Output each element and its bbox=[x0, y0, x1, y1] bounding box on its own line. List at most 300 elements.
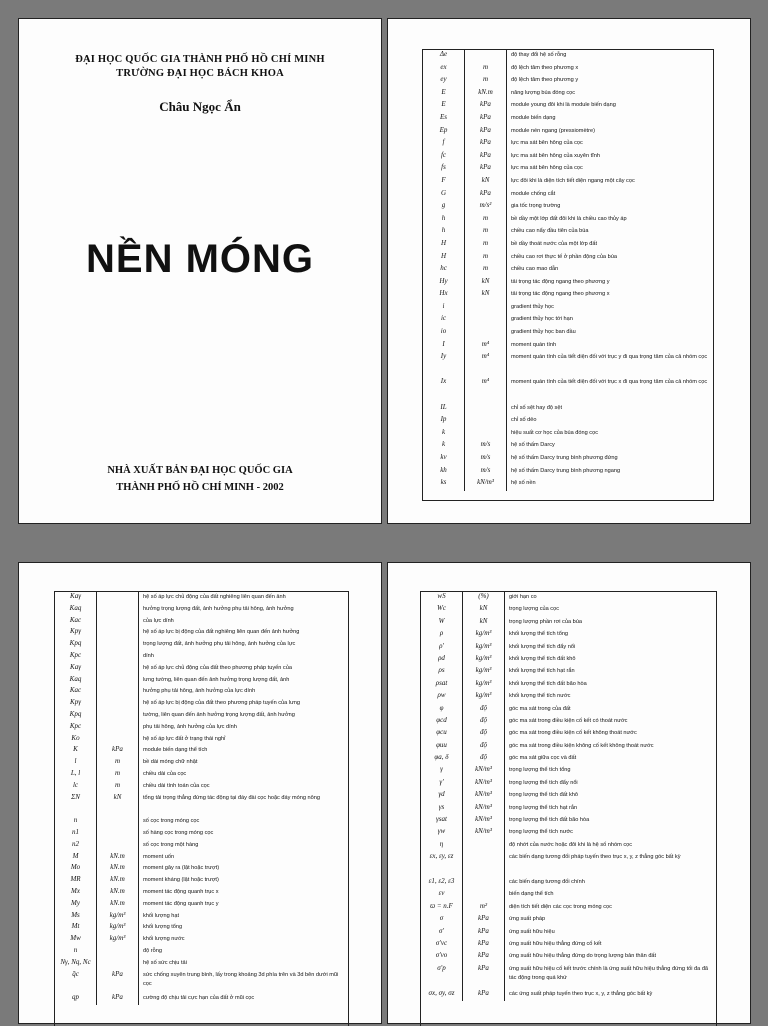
symbol-cell: k bbox=[423, 440, 465, 453]
unit-cell: kN.m bbox=[97, 852, 139, 864]
table-row bbox=[55, 745, 348, 757]
table-row bbox=[423, 239, 713, 252]
unit-cell: kPa bbox=[465, 100, 507, 113]
description-cell: khối lượng thể tích nước bbox=[509, 693, 571, 700]
description-cell: moment gây ra (lật hoặc trượt) bbox=[143, 865, 220, 872]
symbols-page-3 bbox=[18, 562, 382, 1024]
symbol-cell: n1 bbox=[55, 828, 97, 840]
unit-cell: m bbox=[97, 781, 139, 793]
table-row bbox=[421, 840, 716, 852]
unit-cell: kN/m³ bbox=[463, 790, 505, 802]
description-cell: chiều cao rơi thực tế ở phần động của búa bbox=[511, 253, 617, 260]
symbol-cell: Kaq bbox=[55, 604, 97, 616]
table-row bbox=[55, 911, 348, 923]
symbol-cell: Mx bbox=[55, 887, 97, 899]
symbols-table bbox=[422, 49, 714, 501]
table-row bbox=[55, 899, 348, 911]
unit-cell: kPa bbox=[463, 914, 505, 926]
unit-cell bbox=[97, 698, 139, 710]
cover-author: Châu Ngọc Ẩn bbox=[159, 99, 241, 114]
symbol-cell: Kaγ bbox=[55, 592, 97, 604]
table-row bbox=[423, 252, 713, 265]
table-row bbox=[423, 126, 713, 139]
table-row bbox=[421, 654, 716, 666]
description-cell: hệ số thấm Darcy bbox=[511, 442, 555, 449]
symbol-cell: ρs bbox=[421, 666, 463, 678]
description-cell: moment kháng (lật hoặc trượt) bbox=[143, 877, 219, 884]
symbol-cell: H bbox=[423, 252, 465, 265]
table-row bbox=[423, 63, 713, 76]
unit-cell: kN/m³ bbox=[463, 803, 505, 815]
unit-cell: m bbox=[465, 75, 507, 88]
description-cell: gradient thủy học bbox=[511, 303, 554, 310]
symbol-cell: ρsat bbox=[421, 679, 463, 691]
symbol-cell: η bbox=[421, 840, 463, 852]
description-cell: độ rỗng bbox=[143, 947, 162, 954]
unit-cell: m/s bbox=[465, 453, 507, 466]
symbol-cell: Kpc bbox=[55, 722, 97, 734]
description-cell: ứng suất hữu hiệu bbox=[509, 928, 555, 935]
symbol-cell: wS bbox=[421, 592, 463, 604]
unit-cell: kg/m³ bbox=[463, 679, 505, 691]
symbol-cell: ic bbox=[423, 314, 465, 327]
description-cell: trọng lượng thể tích đất bão hòa bbox=[509, 817, 590, 824]
unit-cell bbox=[97, 675, 139, 687]
description-cell: moment uốn bbox=[143, 853, 175, 860]
symbol-cell: ΣN bbox=[55, 793, 97, 817]
table-row bbox=[423, 340, 713, 353]
table-row bbox=[421, 716, 716, 728]
table-row bbox=[421, 778, 716, 790]
table-row bbox=[55, 828, 348, 840]
symbol-cell: fc bbox=[423, 151, 465, 164]
symbol-cell: L, l bbox=[55, 769, 97, 781]
unit-cell bbox=[97, 958, 139, 970]
table-row bbox=[421, 877, 716, 889]
table-row bbox=[423, 100, 713, 113]
table-row bbox=[421, 914, 716, 926]
table-row bbox=[421, 815, 716, 827]
description-cell: độ lệch tâm theo phương y bbox=[511, 77, 579, 84]
table-row bbox=[55, 627, 348, 639]
description-cell: hệ số áp lực đất ở trạng thái nghỉ bbox=[143, 735, 226, 742]
symbol-cell: Kpq bbox=[55, 710, 97, 722]
description-cell: ứng suất hữu hiệu cố kết trước chính là ứng suất hữu hiệu thẳng đứng tối đa đã tác động trong quá khứ bbox=[509, 965, 709, 982]
unit-cell bbox=[97, 816, 139, 828]
description-cell: hệ số sức chịu tải bbox=[143, 959, 187, 966]
unit-cell: kN/m³ bbox=[465, 478, 507, 491]
description-cell: lực ma sát bên hông của cọc bbox=[511, 165, 583, 172]
table-row bbox=[55, 604, 348, 616]
symbol-cell: εv bbox=[421, 889, 463, 901]
description-cell: hưởng trọng lượng đất, ảnh hưởng phụ tải hông, ảnh hưởng bbox=[143, 605, 294, 612]
symbol-cell: I bbox=[423, 340, 465, 353]
unit-cell: m bbox=[465, 264, 507, 277]
unit-cell: kN/m³ bbox=[463, 827, 505, 839]
description-cell: góc ma sát trong của đất bbox=[509, 705, 571, 712]
symbol-cell: ϖ = n.F bbox=[421, 902, 463, 914]
symbol-cell: f bbox=[423, 138, 465, 151]
description-cell: lực ma sát bên hông của xuyên tĩnh bbox=[511, 152, 600, 159]
description-cell: hệ số thấm Darcy trung bình phương ngang bbox=[511, 467, 621, 474]
table-row bbox=[421, 927, 716, 939]
unit-cell bbox=[465, 327, 507, 340]
symbols-table bbox=[420, 591, 717, 1026]
unit-cell bbox=[463, 840, 505, 852]
table-row bbox=[55, 722, 348, 734]
table-row bbox=[423, 151, 713, 164]
unit-cell: kPa bbox=[97, 745, 139, 757]
table-row bbox=[421, 964, 716, 989]
table-row bbox=[55, 675, 348, 687]
table-row bbox=[423, 415, 713, 428]
unit-cell bbox=[97, 592, 139, 604]
unit-cell bbox=[465, 403, 507, 416]
table-row bbox=[423, 277, 713, 290]
table-row bbox=[421, 951, 716, 963]
symbol-cell: My bbox=[55, 899, 97, 911]
table-row bbox=[423, 302, 713, 315]
unit-cell: độ bbox=[463, 716, 505, 728]
unit-cell: kg/m³ bbox=[463, 654, 505, 666]
table-row bbox=[423, 113, 713, 126]
unit-cell: kPa bbox=[97, 993, 139, 1005]
symbol-cell: φuu bbox=[421, 741, 463, 753]
symbol-cell: Mt bbox=[55, 922, 97, 934]
table-row bbox=[423, 88, 713, 101]
unit-cell bbox=[97, 840, 139, 852]
table-row bbox=[423, 176, 713, 189]
description-cell: tường, liên quan đến ảnh hưởng trọng lượng đất, ảnh hưởng bbox=[143, 711, 295, 718]
unit-cell bbox=[465, 314, 507, 327]
unit-cell: (%) bbox=[463, 592, 505, 604]
description-cell: moment quán tính bbox=[511, 341, 557, 348]
symbol-cell: Kpq bbox=[55, 639, 97, 651]
table-row bbox=[421, 704, 716, 716]
unit-cell: kN bbox=[463, 604, 505, 616]
unit-cell: m bbox=[97, 757, 139, 769]
description-cell: tổng tải trọng thẳng đứng tác động tại đáy đài cọc hoặc đáy móng nông bbox=[143, 794, 320, 801]
unit-cell: độ bbox=[463, 753, 505, 765]
table-row bbox=[423, 352, 713, 377]
symbol-cell: Es bbox=[423, 113, 465, 126]
symbol-cell: σ'vo bbox=[421, 951, 463, 963]
unit-cell: kPa bbox=[465, 113, 507, 126]
table-row bbox=[55, 639, 348, 651]
table-row bbox=[421, 852, 716, 877]
description-cell: độ lệch tâm theo phương x bbox=[511, 64, 579, 71]
symbol-cell: Mw bbox=[55, 934, 97, 946]
unit-cell: kN/m³ bbox=[463, 778, 505, 790]
unit-cell: kN bbox=[465, 277, 507, 290]
table-row bbox=[55, 934, 348, 946]
description-cell: module nén ngang (pressiomètre) bbox=[511, 127, 595, 134]
symbol-cell: Δe bbox=[423, 50, 465, 63]
unit-cell: kN bbox=[465, 289, 507, 302]
symbol-cell: γw bbox=[421, 827, 463, 839]
table-row bbox=[421, 790, 716, 802]
table-row bbox=[423, 327, 713, 340]
symbols-page-4 bbox=[387, 562, 751, 1024]
description-cell: chiều cao nẩy đầu tiên của búa bbox=[511, 228, 589, 235]
table-row bbox=[421, 592, 716, 604]
symbol-cell: γd bbox=[421, 790, 463, 802]
description-cell: hệ số nền bbox=[511, 480, 536, 487]
description-cell: bề dài móng chữ nhật bbox=[143, 759, 198, 766]
description-cell: trọng lượng thể tích nước bbox=[509, 829, 573, 836]
table-row bbox=[423, 201, 713, 214]
description-cell: trọng lượng thể tích đẩy nổi bbox=[509, 779, 578, 786]
unit-cell: m bbox=[465, 239, 507, 252]
unit-cell bbox=[97, 686, 139, 698]
symbol-cell: ρd bbox=[421, 654, 463, 666]
table-row bbox=[55, 734, 348, 746]
symbol-cell: n bbox=[55, 946, 97, 958]
table-row bbox=[421, 617, 716, 629]
symbol-cell: W bbox=[421, 617, 463, 629]
description-cell: module chống cắt bbox=[511, 190, 556, 197]
description-cell: biến dạng thể tích bbox=[509, 891, 554, 898]
symbol-cell: fs bbox=[423, 163, 465, 176]
table-row bbox=[55, 769, 348, 781]
unit-cell bbox=[97, 663, 139, 675]
table-row bbox=[423, 377, 713, 402]
unit-cell: m⁴ bbox=[465, 352, 507, 377]
description-cell: trọng lượng thể tích hạt rắn bbox=[509, 804, 578, 811]
description-cell: góc ma sát giữa cọc và đất bbox=[509, 755, 577, 762]
unit-cell: kPa bbox=[463, 939, 505, 951]
unit-cell: kPa bbox=[463, 989, 505, 1001]
unit-cell: kN bbox=[463, 617, 505, 629]
unit-cell: kN bbox=[97, 793, 139, 817]
description-cell: ứng suất hữu hiệu thẳng đứng cố kết bbox=[509, 940, 602, 947]
table-row bbox=[55, 793, 348, 817]
symbol-cell: γs bbox=[421, 803, 463, 815]
unit-cell bbox=[97, 604, 139, 616]
table-row bbox=[421, 642, 716, 654]
unit-cell: kN.m bbox=[97, 899, 139, 911]
description-cell: hệ số áp lực bị động của đất theo phương pháp tuyến của lưng bbox=[143, 700, 301, 707]
symbol-cell: ex bbox=[423, 63, 465, 76]
unit-cell: kg/m³ bbox=[97, 934, 139, 946]
unit-cell: kN/m³ bbox=[463, 765, 505, 777]
unit-cell: m bbox=[465, 226, 507, 239]
symbol-cell: Hy bbox=[423, 277, 465, 290]
unit-cell: kN.m bbox=[97, 863, 139, 875]
table-row bbox=[423, 50, 713, 63]
unit-cell: kg/m³ bbox=[463, 666, 505, 678]
symbol-cell: γ' bbox=[421, 778, 463, 790]
description-cell: moment tác động quanh trục y bbox=[143, 900, 219, 907]
symbol-cell: K bbox=[55, 745, 97, 757]
description-cell: của lực dính bbox=[143, 617, 174, 624]
unit-cell: kN.m bbox=[97, 887, 139, 899]
symbol-cell: φ bbox=[421, 704, 463, 716]
symbol-cell: Ep bbox=[423, 126, 465, 139]
description-cell: module young đôi khi là module biến dạng bbox=[511, 102, 616, 109]
symbol-cell: g bbox=[423, 201, 465, 214]
symbol-cell: IL bbox=[423, 403, 465, 416]
unit-cell bbox=[97, 651, 139, 663]
symbol-cell: ey bbox=[423, 75, 465, 88]
description-cell: khối lượng tổng bbox=[143, 924, 183, 931]
symbol-cell: σx, σy, σz bbox=[421, 989, 463, 1001]
unit-cell bbox=[463, 877, 505, 889]
symbol-cell: k bbox=[423, 428, 465, 441]
table-row bbox=[55, 875, 348, 887]
table-row bbox=[421, 666, 716, 678]
symbol-cell: σ' bbox=[421, 927, 463, 939]
unit-cell bbox=[97, 639, 139, 651]
unit-cell: kN.m bbox=[97, 875, 139, 887]
description-cell: độ thay đổi hệ số rỗng bbox=[511, 52, 567, 58]
description-cell: chiều dài của cọc bbox=[143, 770, 187, 777]
description-cell: chỉ số sệt hay độ sệt bbox=[511, 404, 562, 411]
description-cell: diện tích tiết diện các cọc trong móng cọc bbox=[509, 903, 612, 910]
unit-cell bbox=[97, 710, 139, 722]
unit-cell: kPa bbox=[465, 189, 507, 202]
unit-cell: độ bbox=[463, 704, 505, 716]
unit-cell: m bbox=[465, 214, 507, 227]
table-row bbox=[421, 803, 716, 815]
table-row bbox=[55, 686, 348, 698]
symbol-cell: ρ' bbox=[421, 642, 463, 654]
table-row bbox=[423, 264, 713, 277]
description-cell: gradient thủy học tới hạn bbox=[511, 316, 573, 323]
unit-cell: kPa bbox=[463, 927, 505, 939]
symbol-cell: M bbox=[55, 852, 97, 864]
table-row bbox=[423, 314, 713, 327]
description-cell: hệ số thấm Darcy trung bình phương đứng bbox=[511, 455, 618, 461]
symbol-cell: ρ bbox=[421, 629, 463, 641]
symbol-cell: E bbox=[423, 100, 465, 113]
description-cell: lực đôi khi là diện tích tiết diện ngang một cây cọc bbox=[511, 177, 635, 184]
unit-cell bbox=[97, 616, 139, 628]
cover-title: NỀN MÓNG bbox=[86, 237, 314, 281]
unit-cell bbox=[97, 946, 139, 958]
table-row bbox=[55, 958, 348, 970]
unit-cell: m² bbox=[463, 902, 505, 914]
description-cell: năng lượng búa đóng cọc bbox=[511, 89, 576, 96]
unit-cell: kN bbox=[465, 176, 507, 189]
symbol-cell: l bbox=[55, 757, 97, 769]
cover-university: ĐẠI HỌC QUỐC GIA THÀNH PHỐ HỒ CHÍ MINH bbox=[75, 54, 325, 65]
table-row bbox=[421, 939, 716, 951]
description-cell: giới hạn co bbox=[509, 594, 537, 600]
unit-cell: m bbox=[465, 63, 507, 76]
symbol-cell: h bbox=[423, 226, 465, 239]
table-row bbox=[55, 887, 348, 899]
unit-cell bbox=[463, 852, 505, 877]
table-row bbox=[421, 629, 716, 641]
symbol-cell: Wc bbox=[421, 604, 463, 616]
description-cell: module biến dạng thể tích bbox=[143, 747, 208, 754]
description-cell: trọng lượng thể tích tổng bbox=[509, 767, 571, 774]
symbol-cell: Kaq bbox=[55, 675, 97, 687]
description-cell: phụ tải hông, ảnh hưởng của lực dính bbox=[143, 723, 237, 730]
description-cell: các ứng suất pháp tuyến theo trục x, y, z thẳng góc bất kỳ bbox=[509, 990, 653, 997]
symbol-cell: kv bbox=[423, 453, 465, 466]
symbol-cell: Iy bbox=[423, 352, 465, 377]
description-cell: trọng lượng của cọc bbox=[509, 606, 560, 613]
unit-cell bbox=[97, 722, 139, 734]
symbol-cell: σ'p bbox=[421, 964, 463, 989]
description-cell: sức chống xuyên trung bình, lấy trong khoảng 3d phía trên và 3d bên dưới mũi cọc bbox=[143, 971, 339, 987]
table-row bbox=[421, 728, 716, 740]
table-row bbox=[421, 989, 716, 1001]
table-row bbox=[55, 781, 348, 793]
table-row bbox=[55, 816, 348, 828]
symbol-cell: F bbox=[423, 176, 465, 189]
table-row bbox=[421, 741, 716, 753]
symbol-cell: ks bbox=[423, 478, 465, 491]
symbol-cell: φcu bbox=[421, 728, 463, 740]
table-row bbox=[421, 827, 716, 839]
unit-cell: kPa bbox=[97, 970, 139, 994]
symbol-cell: Kpc bbox=[55, 651, 97, 663]
description-cell: gradient thủy học ban đầu bbox=[511, 329, 576, 336]
symbol-cell: Ko bbox=[55, 734, 97, 746]
table-row bbox=[421, 765, 716, 777]
cover-page bbox=[18, 18, 382, 524]
symbol-cell: H bbox=[423, 239, 465, 252]
description-cell: chiều dài tính toán của cọc bbox=[143, 782, 210, 789]
table-row bbox=[421, 691, 716, 703]
table-row bbox=[423, 453, 713, 466]
symbol-cell: kh bbox=[423, 466, 465, 479]
symbol-cell: Kpγ bbox=[55, 698, 97, 710]
unit-cell: m bbox=[465, 252, 507, 265]
symbol-cell: G bbox=[423, 189, 465, 202]
description-cell: tải trọng tác động ngang theo phương y bbox=[511, 278, 610, 285]
symbol-cell: γsat bbox=[421, 815, 463, 827]
description-cell: độ nhớt của nước hoặc đôi khi là hệ số nhóm cọc bbox=[509, 841, 633, 848]
unit-cell: kPa bbox=[465, 138, 507, 151]
unit-cell: kg/m³ bbox=[463, 691, 505, 703]
table-row bbox=[55, 616, 348, 628]
table-row bbox=[55, 922, 348, 934]
cover-publisher bbox=[19, 462, 381, 496]
table-row bbox=[55, 757, 348, 769]
unit-cell: m bbox=[97, 769, 139, 781]
symbol-cell: γ bbox=[421, 765, 463, 777]
unit-cell: kN/m³ bbox=[463, 815, 505, 827]
description-cell: khối lượng thể tích đẩy nổi bbox=[509, 643, 576, 650]
description-cell: hưởng phụ tải hông, ảnh hưởng của lực dính bbox=[143, 688, 256, 695]
description-cell: moment tác động quanh trục x bbox=[143, 888, 219, 895]
table-row bbox=[421, 604, 716, 616]
description-cell: chiều cao mao dẫn bbox=[511, 266, 559, 273]
table-row bbox=[55, 710, 348, 722]
cover-publisher-line1: NHÀ XUẤT BẢN ĐẠI HỌC QUỐC GIA bbox=[107, 465, 293, 476]
unit-cell bbox=[463, 889, 505, 901]
unit-cell: kg/m³ bbox=[97, 911, 139, 923]
table-row bbox=[55, 840, 348, 852]
unit-cell: kg/m³ bbox=[463, 642, 505, 654]
symbols-table bbox=[54, 591, 349, 1026]
unit-cell: kPa bbox=[463, 951, 505, 963]
unit-cell bbox=[465, 415, 507, 428]
description-cell: góc ma sát trong điều kiện cố kết không thoát nước bbox=[509, 730, 637, 737]
table-row bbox=[55, 946, 348, 958]
unit-cell: kPa bbox=[465, 163, 507, 176]
symbol-cell: Kac bbox=[55, 616, 97, 628]
unit-cell bbox=[97, 627, 139, 639]
symbol-cell: Nγ, Nq, Nc bbox=[55, 958, 97, 970]
description-cell: chỉ số dẻo bbox=[511, 417, 537, 424]
symbol-cell: Ix bbox=[423, 377, 465, 402]
description-cell: lưng tường, liên quan đến ảnh hưởng trọng lượng đất, ảnh bbox=[143, 676, 290, 683]
